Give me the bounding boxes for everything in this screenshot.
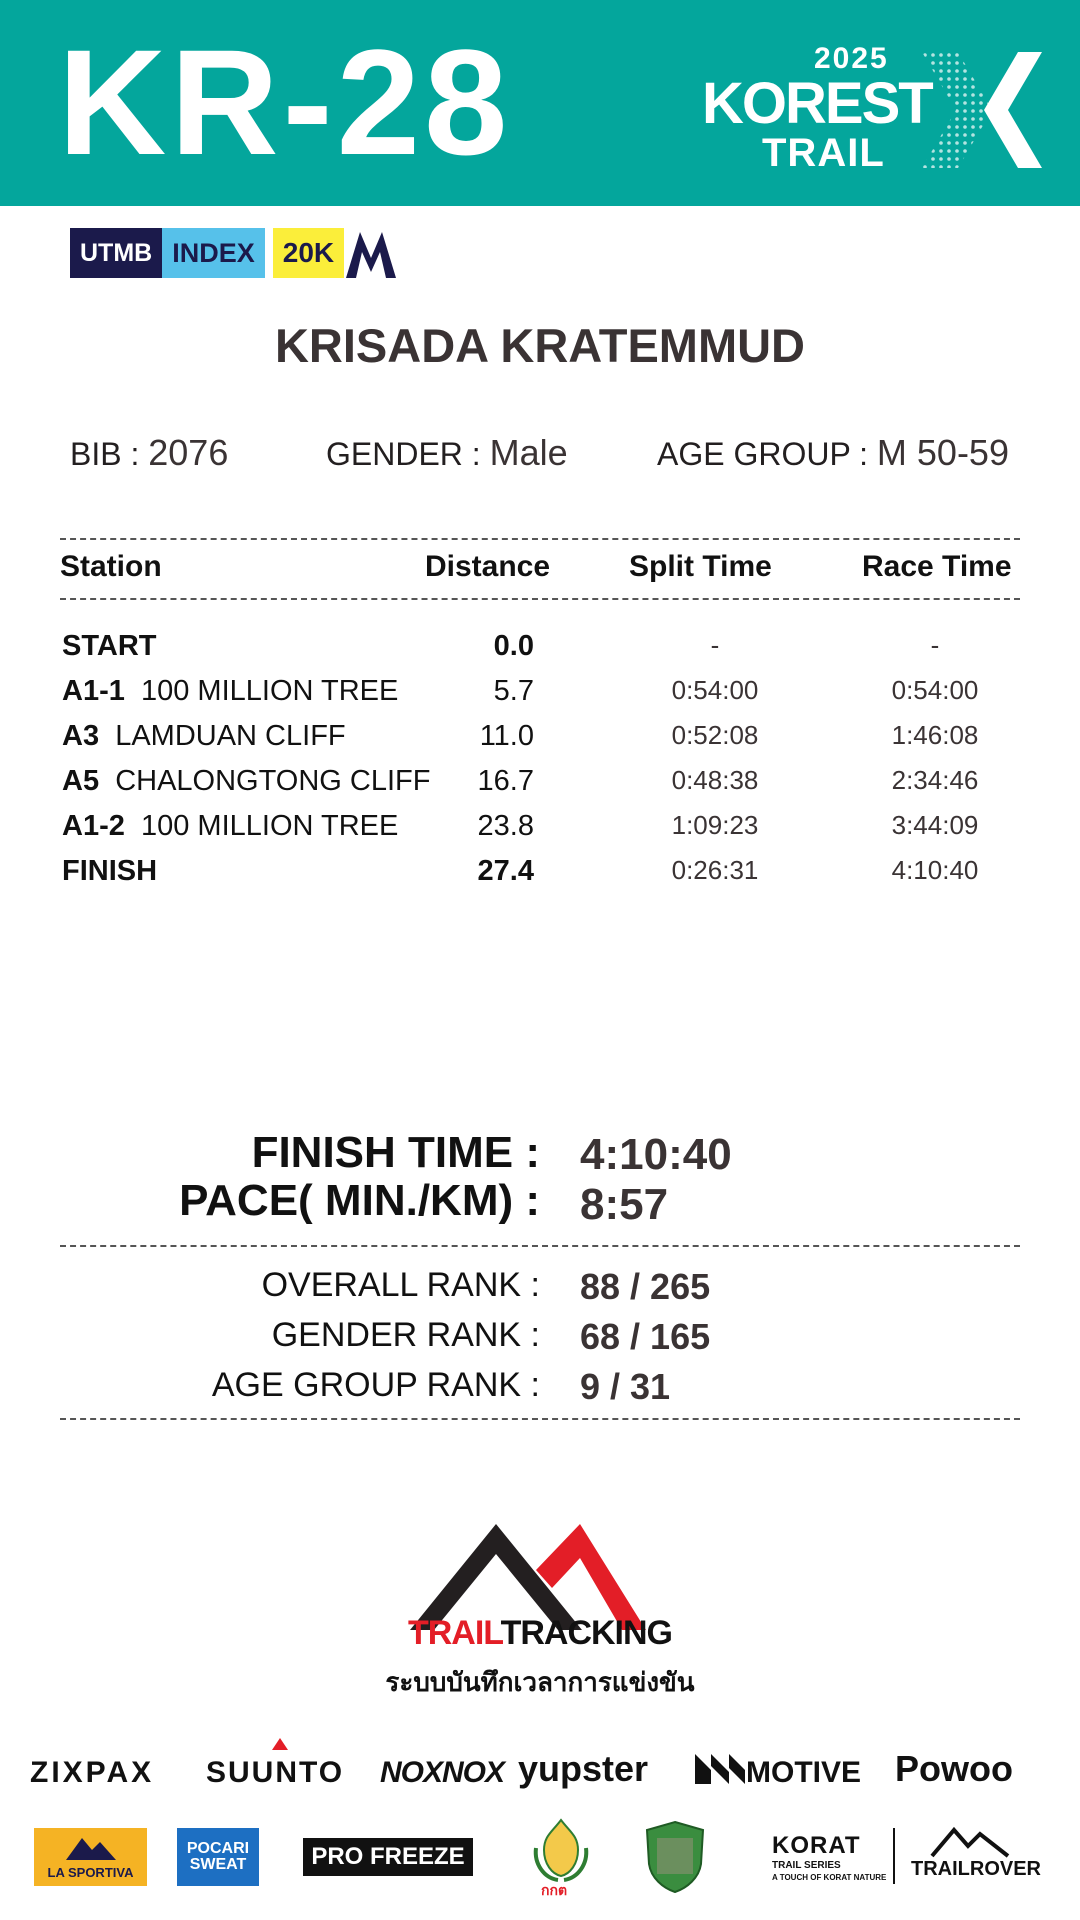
korest-trail-logo: [702, 40, 1042, 174]
trail-word: TRAIL: [407, 1614, 501, 1652]
sponsor-pro-freeze: PRO FREEZE: [303, 1838, 473, 1876]
sponsor-yupster: yupster: [518, 1748, 649, 1789]
suunto-triangle-icon: [272, 1738, 288, 1750]
station-code: FINISH: [62, 855, 158, 887]
divider: [60, 598, 1020, 600]
divider: [893, 1828, 895, 1884]
bib-number: 2076: [148, 432, 229, 473]
overall-rank-value: 88 / 265: [580, 1266, 711, 1307]
korat-trail-series: TRAIL SERIES: [772, 1860, 841, 1871]
race-time: 3:44:09: [891, 810, 979, 840]
la-sportiva-label: LA SPORTIVA: [47, 1865, 134, 1880]
race-time: 4:10:40: [891, 855, 979, 885]
tracking-word: TRACKING: [500, 1614, 672, 1652]
seal-label: กกต: [541, 1882, 568, 1898]
divider: [60, 1418, 1020, 1420]
split-time: 0:26:31: [671, 855, 759, 885]
table-row: [0, 855, 1080, 899]
header-race-time: Race Time: [862, 550, 1012, 583]
table-row: [0, 810, 1080, 854]
motive-logo-icon: [695, 1750, 745, 1784]
trailrover-mountain-icon: [930, 1824, 1010, 1858]
finish-time-label: FINISH TIME :: [251, 1128, 540, 1177]
brand-trail: TRAIL: [762, 131, 885, 175]
distance-category: 20K: [273, 228, 344, 278]
race-time: 0:54:00: [891, 675, 979, 705]
station-name: CHALONGTONG CLIFF: [115, 765, 431, 797]
header-distance: Distance: [425, 550, 551, 583]
gender-rank-value: 68 / 165: [580, 1316, 711, 1357]
pace-label: PACE( MIN./KM) :: [179, 1176, 540, 1225]
pace-value: 8:57: [580, 1180, 669, 1229]
divider: [60, 1245, 1020, 1247]
station-name: 100 MILLION TREE: [140, 675, 399, 707]
split-time: 0:52:08: [671, 720, 759, 750]
timing-system-tagline: ระบบบันทึกเวลาการแข่งขัน: [385, 1667, 695, 1697]
divider: [60, 538, 1020, 540]
gender-value: Male: [489, 432, 568, 473]
race-time: 1:46:08: [891, 720, 979, 750]
mountain-icon: [66, 1834, 116, 1860]
park-emblem-icon: [645, 1820, 705, 1894]
header-station: Station: [60, 550, 162, 583]
station-name: 100 MILLION TREE: [140, 810, 399, 842]
runner-name: KRISADA KRATEMMUD: [274, 319, 805, 372]
split-time: 0:54:00: [671, 675, 759, 705]
age-group-rank-value: 9 / 31: [580, 1366, 671, 1407]
station-distance: 27.4: [477, 855, 534, 887]
utmb-label: UTMB: [70, 228, 162, 278]
bib-label: BIB :: [70, 436, 140, 472]
gender-info: [326, 432, 568, 474]
station-code: A1-1: [62, 675, 125, 707]
age-group-rank-label: AGE GROUP RANK :: [211, 1366, 540, 1404]
split-time: 1:09:23: [671, 810, 759, 840]
overall-rank-label: OVERALL RANK :: [261, 1266, 540, 1304]
age-group-label: AGE GROUP :: [657, 436, 869, 472]
station-code: START: [62, 630, 157, 662]
trail-tracking-wordmark: [0, 1614, 1080, 1653]
table-row: [0, 630, 1080, 674]
sponsor-zixpax: ZIXPAX: [30, 1756, 155, 1789]
station-code: A1-2: [62, 810, 125, 842]
age-group-info: [657, 432, 1009, 474]
station-code: A3: [62, 720, 100, 752]
split-time: -: [710, 630, 720, 660]
m-logo-icon: [342, 228, 400, 280]
gender-label: GENDER :: [326, 436, 481, 472]
race-time: -: [930, 630, 940, 660]
sponsor-la-sportiva: [34, 1828, 147, 1886]
station-code: A5: [62, 765, 100, 797]
x-mark-icon: [922, 52, 1042, 168]
sponsor-powoo: Powoo: [895, 1748, 1013, 1789]
finish-time-value: 4:10:40: [580, 1130, 732, 1179]
gender-rank-label: GENDER RANK :: [271, 1316, 540, 1354]
station-distance: 5.7: [493, 675, 534, 707]
korat-trail-logo: KORAT: [772, 1832, 861, 1859]
table-row: [0, 720, 1080, 764]
korat-tagline: A TOUCH OF KORAT NATURE: [772, 1873, 887, 1882]
table-row: [0, 765, 1080, 809]
sponsor-noxnox: NOXNOX: [380, 1756, 505, 1789]
station-name: LAMDUAN CLIFF: [115, 720, 346, 752]
split-time: 0:48:38: [671, 765, 759, 795]
station-distance: 23.8: [477, 810, 534, 842]
station-distance: 16.7: [477, 765, 534, 797]
sponsor-trailrover: TRAILROVER: [911, 1858, 1041, 1880]
race-time: 2:34:46: [891, 765, 979, 795]
age-group-value: M 50-59: [876, 432, 1009, 473]
sponsor-motive: MOTIVE: [746, 1756, 862, 1789]
brand-name: KOREST: [702, 71, 932, 136]
sponsor-suunto: SUUNTO: [206, 1756, 345, 1789]
bib-info: [70, 432, 228, 474]
race-code: KR-28: [58, 18, 512, 186]
station-distance: 0.0: [493, 630, 534, 662]
sponsor-pocari-sweat: POCARI SWEAT: [177, 1828, 259, 1886]
header-split-time: Split Time: [629, 550, 772, 583]
station-distance: 11.0: [479, 720, 534, 752]
index-label: INDEX: [162, 228, 265, 278]
brand-year: 2025: [814, 42, 889, 75]
header-banner: [0, 0, 1080, 206]
utmb-index-badge: [70, 228, 400, 278]
table-row: [0, 675, 1080, 719]
